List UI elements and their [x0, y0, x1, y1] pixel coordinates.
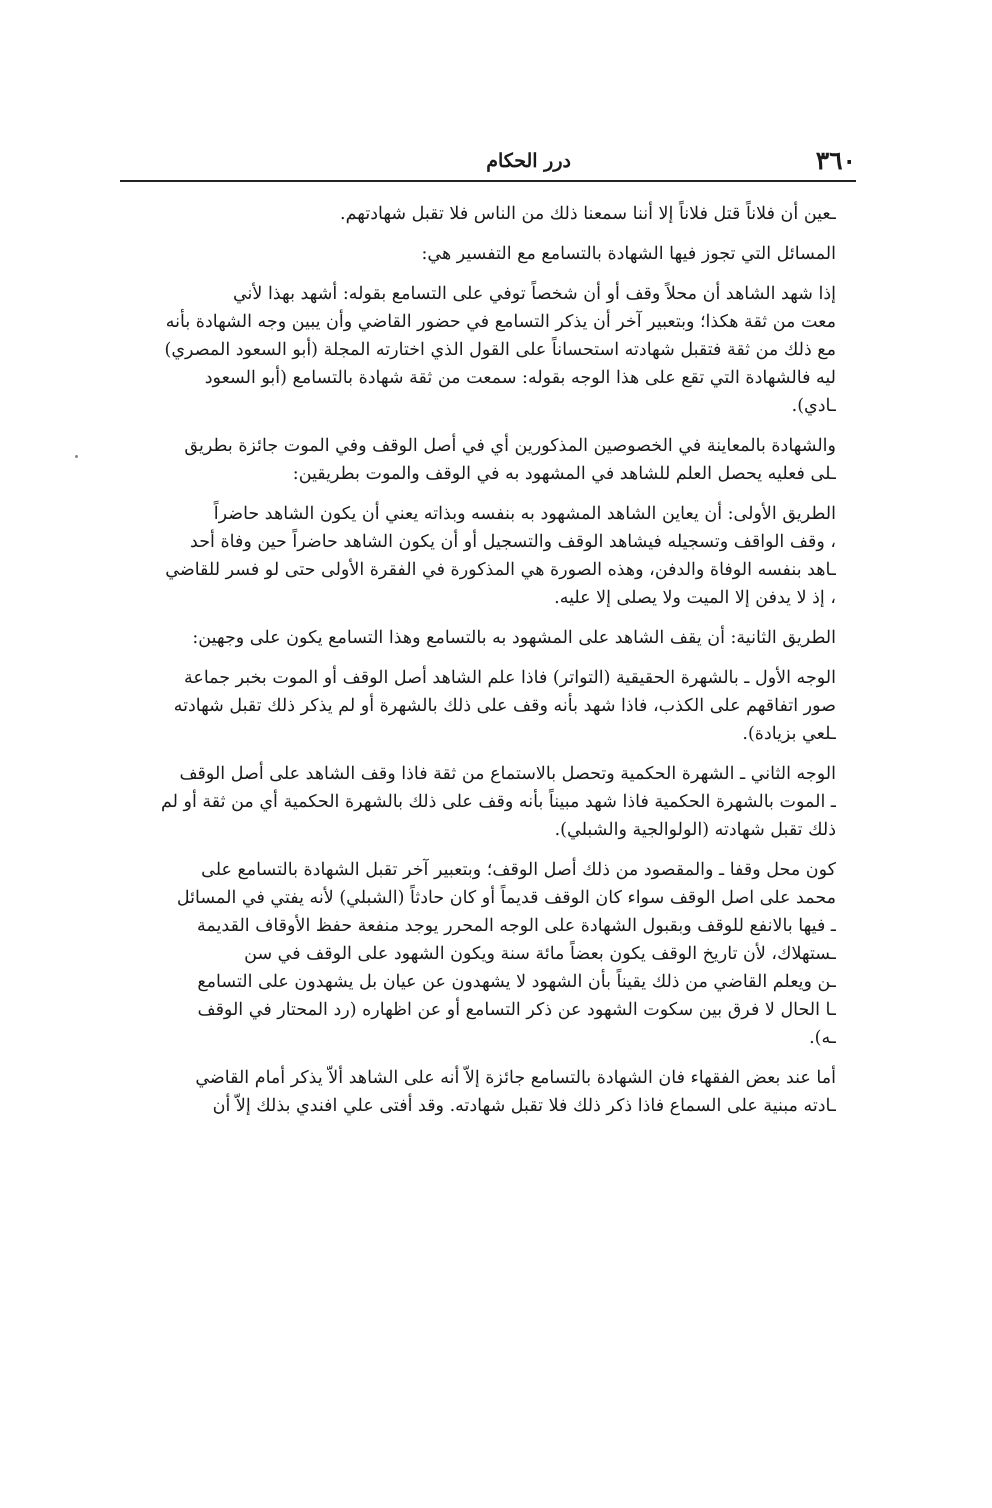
paragraph [118, 280, 836, 420]
text-line: ـستهلاك، لأن تاريخ الوقف يكون بعضاً مائة سنة ويكون الشهود على الوقف في سن [244, 944, 836, 964]
paragraph [118, 624, 836, 652]
paragraph [118, 1064, 836, 1120]
text-line: الطريق الثانية: أن يقف الشاهد على المشهود به بالتسامع وهذا التسامع يكون على وجهين: [192, 628, 836, 648]
paragraph [118, 500, 836, 612]
text-line: محمد على اصل الوقف سواء كان الوقف قديماً أو كان حادثاً (الشبلي) لأنه يفتي في المسائل [176, 888, 836, 908]
text-line: ليه فالشهادة التي تقع على هذا الوجه بقوله: سمعت من ثقة شهادة بالتسامع (أبو السعود [204, 368, 836, 388]
text-line: ـلى فعليه يحصل العلم للشاهد في المشهود به في الوقف والموت بطريقين: [292, 464, 836, 484]
text-line: إذا شهد الشاهد أن محلاً وقف أو أن شخصاً توفي على التسامع بقوله: أشهد بهذا لأني [232, 284, 836, 304]
text-line: والشهادة بالمعاينة في الخصوصين المذكورين أي في أصل الوقف وفي الموت جائزة بطريق [184, 436, 836, 456]
text-line: ، وقف الواقف وتسجيله فيشاهد الوقف والتسجيل أو أن يكون الشاهد حاضراً حين وفاة أحد [190, 532, 836, 552]
text-line: كون محل وقفا ـ والمقصود من ذلك أصل الوقف؛ وبتعبير آخر تقبل الشهادة بالتسامع على [201, 860, 836, 880]
text-line: ـا الحال لا فرق بين سكوت الشهود عن ذكر التسامع أو عن اظهاره (رد المحتار في الوقف [197, 1000, 836, 1020]
text-line: الطريق الأولى: أن يعاين الشاهد المشهود به بنفسه وبذاته يعني أن يكون الشاهد حاضراً [213, 504, 836, 524]
scan-speck [75, 455, 78, 458]
text-line: ـادي). [791, 396, 836, 416]
text-line: ـه). [809, 1028, 836, 1048]
text-line: ـ الموت بالشهرة الحكمية فاذا شهد مبيناً بأنه وقف على ذلك بالشهرة الحكمية أي من ثقة أو لم [160, 792, 836, 812]
text-line: معت من ثقة هكذا؛ وبتعبير آخر أن يذكر التسامع في حضور القاضي وأن يبين وجه الشهادة بأنه [165, 312, 836, 332]
text-line: ، إذ لا يدفن إلا الميت ولا يصلى إلا عليه. [554, 588, 836, 608]
text-line: المسائل التي تجوز فيها الشهادة بالتسامع مع التفسير هي: [421, 244, 836, 264]
running-title: درر الحكام [486, 150, 571, 172]
text-line: مع ذلك من ثقة فتقبل شهادته استحساناً على القول الذي اختارته المجلة (أبو السعود المصري) [164, 340, 836, 360]
text-line: أما عند بعض الفقهاء فان الشهادة بالتسامع جائزة إلاّ أنه على الشاهد ألاّ يذكر أمام القاضي [195, 1068, 836, 1088]
page-header [120, 146, 856, 182]
text-line: ـن ويعلم القاضي من ذلك يقيناً بأن الشهود لا يشهدون عن عيان بل يشهدون على التسامع [197, 972, 836, 992]
text-line: ـاهد بنفسه الوفاة والدفن، وهذه الصورة هي المذكورة في الفقرة الأولى حتى لو فسر للقاضي [165, 560, 836, 580]
body-text [118, 200, 836, 1132]
paragraph [118, 200, 836, 228]
paragraph [118, 432, 836, 488]
paragraph [118, 664, 836, 748]
text-line: الوجه الثاني ـ الشهرة الحكمية وتحصل بالاستماع من ثقة فاذا وقف الشاهد على أصل الوقف [179, 764, 836, 784]
paragraph [118, 856, 836, 1052]
text-line: الوجه الأول ـ بالشهرة الحقيقية (التواتر) فاذا علم الشاهد أصل الوقف أو الموت بخبر جماعة [184, 668, 836, 688]
text-line: صور اتفاقهم على الكذب، فاذا شهد بأنه وقف على ذلك بالشهرة أو لم يذكر ذلك تقبل شهادته [173, 696, 836, 716]
text-line: ـ فيها بالانفع للوقف وبقبول الشهادة على الوجه المحرر يوجد منفعة حفظ الأوقاف القديمة [197, 916, 836, 936]
paragraph [118, 240, 836, 268]
paragraph [118, 760, 836, 844]
page-number: ٣٦٠ [815, 146, 856, 175]
text-line: ـلعي بزيادة). [742, 724, 836, 744]
text-line: ذلك تقبل شهادته (الولوالجية والشبلي). [554, 820, 836, 840]
text-line: ـادته مبنية على السماع فاذا ذكر ذلك فلا تقبل شهادته. وقد أفتى علي افندي بذلك إلاّ أن [212, 1096, 836, 1116]
text-line: ـعين أن فلاناً قتل فلاناً إلا أننا سمعنا ذلك من الناس فلا تقبل شهادتهم. [340, 204, 836, 224]
